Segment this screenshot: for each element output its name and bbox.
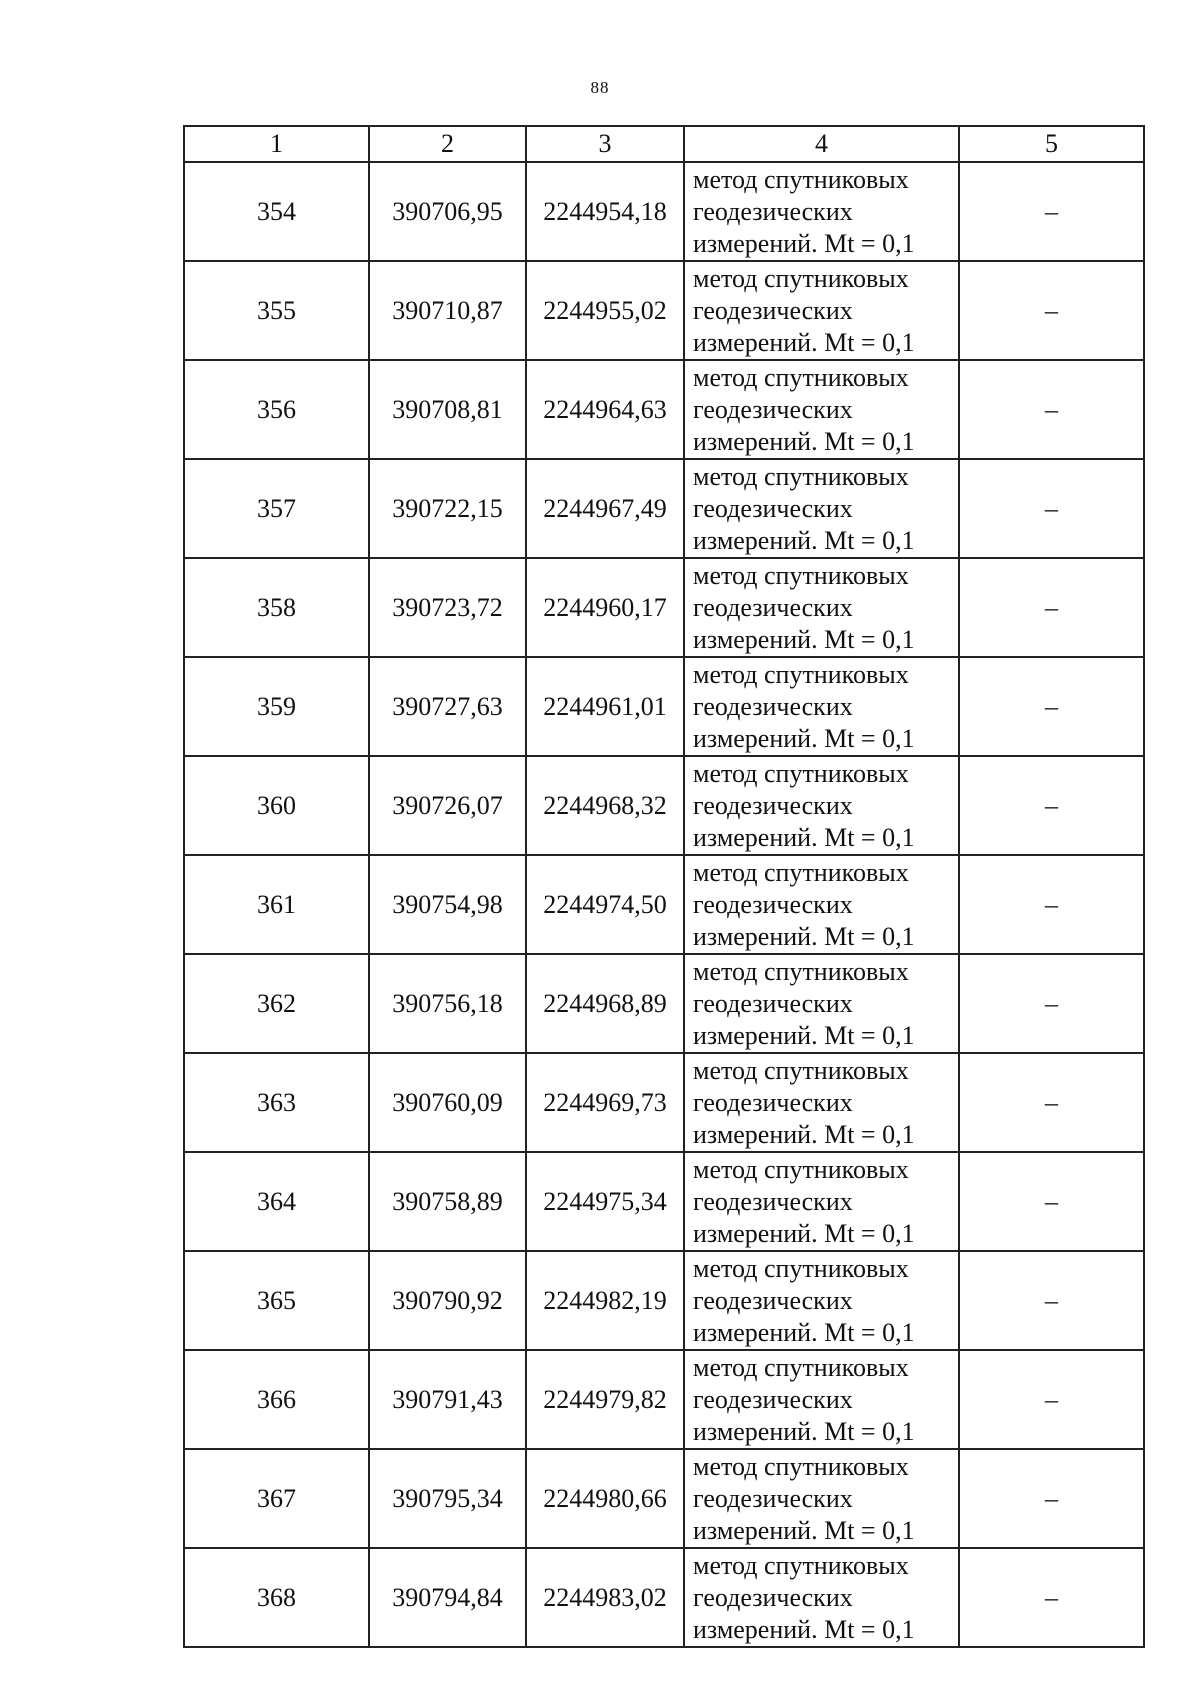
point-number-cell: 364 (184, 1152, 369, 1251)
column-header: 3 (526, 126, 684, 162)
x-coordinate-cell: 390791,43 (369, 1350, 526, 1449)
method-line: метод спутниковых (693, 1550, 909, 1580)
point-number-cell: 366 (184, 1350, 369, 1449)
point-number-cell: 360 (184, 756, 369, 855)
column-header: 4 (684, 126, 959, 162)
table-row (184, 558, 1144, 657)
y-coordinate-cell: 2244975,34 (526, 1152, 684, 1251)
page-number: 88 (590, 78, 610, 97)
table-row (184, 360, 1144, 459)
method-line: измерений. Mt = 0,1 (693, 1416, 915, 1446)
note-cell: – (959, 1548, 1144, 1647)
method-line: измерений. Mt = 0,1 (693, 525, 915, 555)
method-line: измерений. Mt = 0,1 (693, 426, 915, 456)
note-cell: – (959, 1152, 1144, 1251)
method-line: геодезических (693, 889, 853, 919)
method-cell (684, 1548, 959, 1647)
method-line: геодезических (693, 295, 853, 325)
method-line: геодезических (693, 394, 853, 424)
table-row (184, 1251, 1144, 1350)
x-coordinate-cell: 390726,07 (369, 756, 526, 855)
x-coordinate-cell: 390756,18 (369, 954, 526, 1053)
y-coordinate-cell: 2244983,02 (526, 1548, 684, 1647)
method-line: геодезических (693, 790, 853, 820)
method-line: измерений. Mt = 0,1 (693, 723, 915, 753)
method-cell (684, 558, 959, 657)
method-line: геодезических (693, 691, 853, 721)
method-line: метод спутниковых (693, 1253, 909, 1283)
y-coordinate-cell: 2244974,50 (526, 855, 684, 954)
method-line: геодезических (693, 988, 853, 1018)
x-coordinate-cell: 390758,89 (369, 1152, 526, 1251)
table-row (184, 657, 1144, 756)
point-number-cell: 359 (184, 657, 369, 756)
y-coordinate-cell: 2244968,32 (526, 756, 684, 855)
table-header-row (184, 126, 1144, 162)
y-coordinate-cell: 2244969,73 (526, 1053, 684, 1152)
method-line: метод спутниковых (693, 1352, 909, 1382)
point-number-cell: 362 (184, 954, 369, 1053)
x-coordinate-cell: 390706,95 (369, 162, 526, 261)
method-cell (684, 954, 959, 1053)
point-number-cell: 367 (184, 1449, 369, 1548)
method-line: геодезических (693, 196, 853, 226)
method-line: метод спутниковых (693, 164, 909, 194)
method-cell (684, 855, 959, 954)
method-line: метод спутниковых (693, 956, 909, 986)
method-line: геодезических (693, 1285, 853, 1315)
method-cell (684, 756, 959, 855)
method-line: измерений. Mt = 0,1 (693, 921, 915, 951)
column-header: 2 (369, 126, 526, 162)
point-number-cell: 356 (184, 360, 369, 459)
table-row (184, 1350, 1144, 1449)
note-cell: – (959, 1251, 1144, 1350)
x-coordinate-cell: 390708,81 (369, 360, 526, 459)
table-row (184, 1053, 1144, 1152)
x-coordinate-cell: 390710,87 (369, 261, 526, 360)
method-cell (684, 1449, 959, 1548)
table-row (184, 1449, 1144, 1548)
method-line: измерений. Mt = 0,1 (693, 822, 915, 852)
method-line: метод спутниковых (693, 857, 909, 887)
method-line: геодезических (693, 592, 853, 622)
point-number-cell: 361 (184, 855, 369, 954)
note-cell: – (959, 558, 1144, 657)
point-number-cell: 357 (184, 459, 369, 558)
note-cell: – (959, 954, 1144, 1053)
method-cell (684, 360, 959, 459)
x-coordinate-cell: 390722,15 (369, 459, 526, 558)
table-row (184, 162, 1144, 261)
y-coordinate-cell: 2244954,18 (526, 162, 684, 261)
table-row (184, 1548, 1144, 1647)
note-cell: – (959, 855, 1144, 954)
method-line: метод спутниковых (693, 560, 909, 590)
table-row (184, 459, 1144, 558)
note-cell: – (959, 657, 1144, 756)
y-coordinate-cell: 2244960,17 (526, 558, 684, 657)
x-coordinate-cell: 390723,72 (369, 558, 526, 657)
y-coordinate-cell: 2244980,66 (526, 1449, 684, 1548)
method-cell (684, 1053, 959, 1152)
column-header: 5 (959, 126, 1144, 162)
y-coordinate-cell: 2244979,82 (526, 1350, 684, 1449)
method-line: измерений. Mt = 0,1 (693, 1317, 915, 1347)
note-cell: – (959, 261, 1144, 360)
method-line: метод спутниковых (693, 1055, 909, 1085)
method-line: измерений. Mt = 0,1 (693, 1218, 915, 1248)
x-coordinate-cell: 390727,63 (369, 657, 526, 756)
note-cell: – (959, 360, 1144, 459)
method-cell (684, 459, 959, 558)
y-coordinate-cell: 2244982,19 (526, 1251, 684, 1350)
y-coordinate-cell: 2244961,01 (526, 657, 684, 756)
method-line: геодезических (693, 493, 853, 523)
table-body (184, 162, 1144, 1647)
method-line: геодезических (693, 1582, 853, 1612)
method-line: метод спутниковых (693, 362, 909, 392)
method-line: измерений. Mt = 0,1 (693, 228, 915, 258)
method-cell (684, 261, 959, 360)
method-line: измерений. Mt = 0,1 (693, 1119, 915, 1149)
method-line: измерений. Mt = 0,1 (693, 327, 915, 357)
note-cell: – (959, 1053, 1144, 1152)
point-number-cell: 363 (184, 1053, 369, 1152)
method-line: измерений. Mt = 0,1 (693, 1614, 915, 1644)
table-row (184, 261, 1144, 360)
method-line: измерений. Mt = 0,1 (693, 624, 915, 654)
method-line: метод спутниковых (693, 263, 909, 293)
y-coordinate-cell: 2244968,89 (526, 954, 684, 1053)
method-line: метод спутниковых (693, 1154, 909, 1184)
method-cell (684, 1350, 959, 1449)
note-cell: – (959, 162, 1144, 261)
table-row (184, 954, 1144, 1053)
note-cell: – (959, 756, 1144, 855)
table-row (184, 1152, 1144, 1251)
method-line: геодезических (693, 1384, 853, 1414)
note-cell: – (959, 1449, 1144, 1548)
y-coordinate-cell: 2244967,49 (526, 459, 684, 558)
table-row (184, 756, 1144, 855)
method-line: геодезических (693, 1087, 853, 1117)
point-number-cell: 365 (184, 1251, 369, 1350)
method-line: метод спутниковых (693, 461, 909, 491)
method-line: метод спутниковых (693, 659, 909, 689)
method-line: измерений. Mt = 0,1 (693, 1515, 915, 1545)
x-coordinate-cell: 390754,98 (369, 855, 526, 954)
point-number-cell: 355 (184, 261, 369, 360)
method-cell (684, 657, 959, 756)
method-cell (684, 1251, 959, 1350)
y-coordinate-cell: 2244964,63 (526, 360, 684, 459)
x-coordinate-cell: 390790,92 (369, 1251, 526, 1350)
method-line: метод спутниковых (693, 758, 909, 788)
method-line: геодезических (693, 1483, 853, 1513)
table-row (184, 855, 1144, 954)
point-number-cell: 368 (184, 1548, 369, 1647)
y-coordinate-cell: 2244955,02 (526, 261, 684, 360)
note-cell: – (959, 1350, 1144, 1449)
x-coordinate-cell: 390795,34 (369, 1449, 526, 1548)
method-line: метод спутниковых (693, 1451, 909, 1481)
note-cell: – (959, 459, 1144, 558)
method-line: геодезических (693, 1186, 853, 1216)
method-cell (684, 1152, 959, 1251)
point-number-cell: 354 (184, 162, 369, 261)
x-coordinate-cell: 390760,09 (369, 1053, 526, 1152)
method-line: измерений. Mt = 0,1 (693, 1020, 915, 1050)
column-header: 1 (184, 126, 369, 162)
point-number-cell: 358 (184, 558, 369, 657)
coordinates-table (183, 125, 1145, 1648)
x-coordinate-cell: 390794,84 (369, 1548, 526, 1647)
method-cell (684, 162, 959, 261)
